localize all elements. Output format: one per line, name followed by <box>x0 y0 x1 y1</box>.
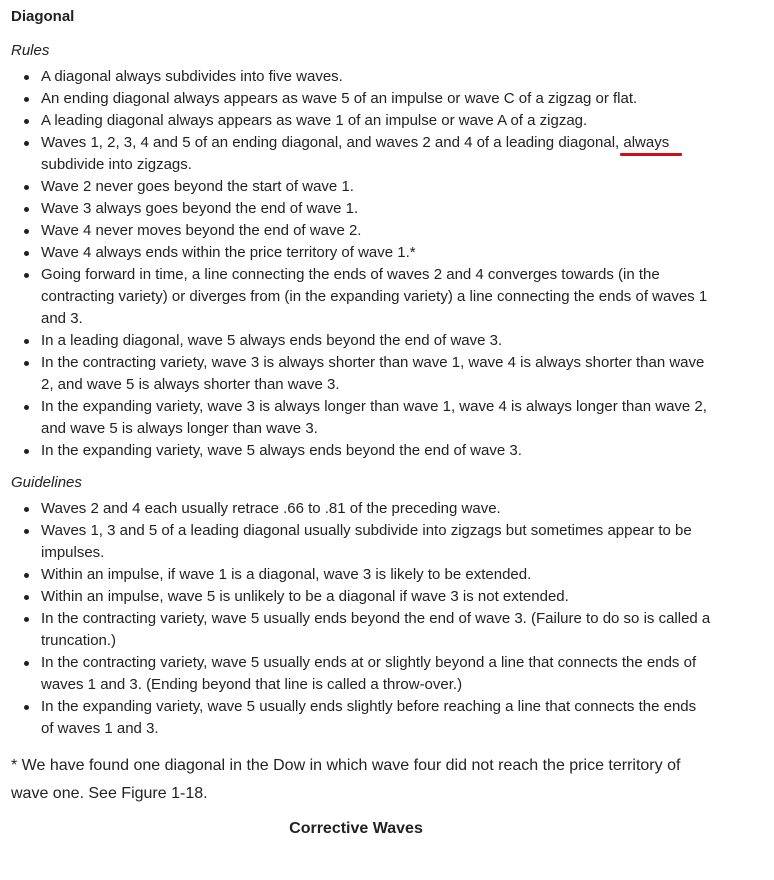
rule-item <box>11 66 711 88</box>
rules-heading: Rules <box>11 42 50 59</box>
bullet-icon <box>24 339 29 344</box>
rule-item <box>11 88 711 110</box>
rule-item <box>11 176 711 198</box>
guideline-item <box>11 586 711 608</box>
bullet-icon <box>24 97 29 102</box>
bullet-icon <box>24 661 29 666</box>
guideline-item <box>11 652 711 696</box>
rule-item <box>11 330 711 352</box>
rule-text: Wave 2 never goes beyond the start of wave 1. <box>41 178 354 195</box>
highlighted-word-text: always <box>623 134 670 151</box>
rule-text: A leading diagonal always appears as wave 1 of an impulse or wave A of a zigzag. <box>41 112 588 129</box>
rule-item <box>11 220 711 242</box>
bullet-icon <box>24 119 29 124</box>
highlighted-word <box>623 132 669 154</box>
guideline-item <box>11 498 711 520</box>
guideline-item <box>11 696 711 740</box>
rule-item <box>11 198 711 220</box>
red-underline-mark <box>620 153 682 156</box>
guideline-text: In the contracting variety, wave 5 usually ends beyond the end of wave 3. (Failure to do so is called a truncation.) <box>41 610 711 649</box>
rule-item <box>11 264 711 330</box>
bullet-icon <box>24 617 29 622</box>
rules-list <box>11 66 711 462</box>
bullet-icon <box>24 207 29 212</box>
section-title-diagonal: Diagonal <box>11 8 75 25</box>
bullet-icon <box>24 229 29 234</box>
guideline-text: In the contracting variety, wave 5 usually ends at or slightly beyond a line that connects the ends of waves 1 and 3. (Ending beyond that line is called a throw-over.) <box>41 654 697 693</box>
rule-text-before: Waves 1, 2, 3, 4 and 5 of an ending diagonal, and waves 2 and 4 of a leading diagonal, <box>41 134 624 151</box>
guideline-item <box>11 608 711 652</box>
guideline-text: In the expanding variety, wave 5 usually ends slightly before reaching a line that connects the ends of waves 1 and 3. <box>41 698 697 737</box>
rule-text: In the expanding variety, wave 5 always ends beyond the end of wave 3. <box>41 442 522 459</box>
guideline-text: Within an impulse, wave 5 is unlikely to be a diagonal if wave 3 is not extended. <box>41 588 569 605</box>
rule-text: Wave 3 always goes beyond the end of wave 1. <box>41 200 359 217</box>
rule-item <box>11 352 711 396</box>
bullet-icon <box>24 273 29 278</box>
bullet-icon <box>24 507 29 512</box>
guidelines-list <box>11 498 711 740</box>
guideline-text: Waves 1, 3 and 5 of a leading diagonal usually subdivide into zigzags but sometimes appear to be impulses. <box>41 522 692 561</box>
bullet-icon <box>24 595 29 600</box>
rule-text-after: subdivide into zigzags. <box>41 156 192 173</box>
guideline-item <box>11 564 711 586</box>
rule-text: In the expanding variety, wave 3 is always longer than wave 1, wave 4 is always longer than wave 2, and wave 5 is always longer than wave 3. <box>41 398 707 437</box>
rule-item <box>11 132 711 176</box>
bullet-icon <box>24 361 29 366</box>
bullet-icon <box>24 185 29 190</box>
rule-item <box>11 242 711 264</box>
footnote: * We have found one diagonal in the Dow in which wave four did not reach the price territory of wave one. See Figure 1-18. <box>11 757 681 802</box>
rule-text: An ending diagonal always appears as wave 5 of an impulse or wave C of a zigzag or flat. <box>41 90 638 107</box>
rule-text: In the contracting variety, wave 3 is always shorter than wave 1, wave 4 is always shorter than wave 2, and wave 5 is always shorter than wave 3. <box>41 354 705 393</box>
guideline-item <box>11 520 711 564</box>
bullet-icon <box>24 573 29 578</box>
next-section-title: Corrective Waves <box>289 820 423 837</box>
bullet-icon <box>24 251 29 256</box>
bullet-icon <box>24 449 29 454</box>
rule-text: Wave 4 never moves beyond the end of wave 2. <box>41 222 362 239</box>
guidelines-heading: Guidelines <box>11 474 82 491</box>
bullet-icon <box>24 405 29 410</box>
bullet-icon <box>24 141 29 146</box>
bullet-icon <box>24 705 29 710</box>
rule-text: A diagonal always subdivides into five waves. <box>41 68 343 85</box>
rule-text: Going forward in time, a line connecting the ends of waves 2 and 4 converges towards (in the contracting variety) or diverges from (in the expanding variety) a line connecting the ends of waves 1 and 3. <box>41 266 708 327</box>
rule-text: In a leading diagonal, wave 5 always ends beyond the end of wave 3. <box>41 332 503 349</box>
bullet-icon <box>24 529 29 534</box>
rule-item <box>11 396 711 440</box>
rule-item <box>11 440 711 462</box>
bullet-icon <box>24 75 29 80</box>
rule-text: Wave 4 always ends within the price territory of wave 1.* <box>41 244 416 261</box>
guideline-text: Waves 2 and 4 each usually retrace .66 to .81 of the preceding wave. <box>41 500 501 517</box>
guideline-text: Within an impulse, if wave 1 is a diagonal, wave 3 is likely to be extended. <box>41 566 532 583</box>
rule-item <box>11 110 711 132</box>
document-page <box>11 6 711 840</box>
